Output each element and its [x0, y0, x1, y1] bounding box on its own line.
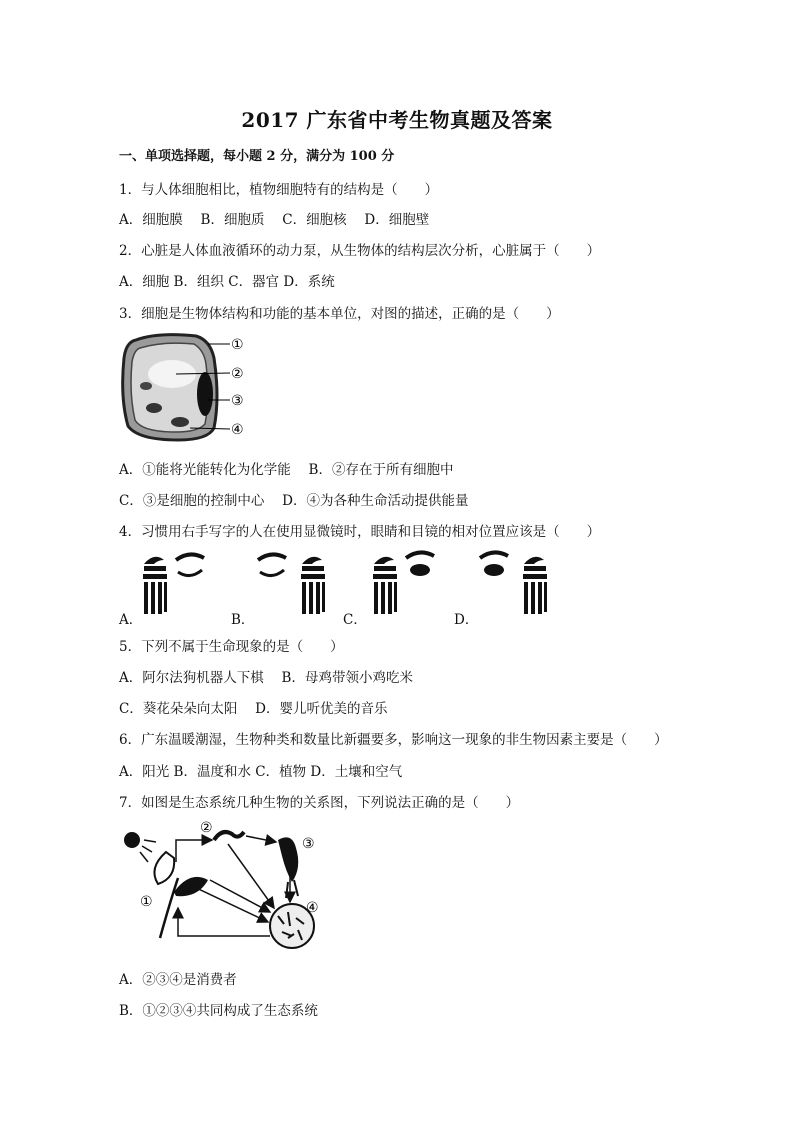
- section-heading: 一、单项选择题，每小题 2 分，满分为 100 分: [119, 149, 395, 164]
- question-6-stem: 6．广东温暖潮湿，生物种类和数量比新疆要多，影响这一现象的非生物因素主要是（ ）: [119, 732, 668, 748]
- option-d-figure: [480, 552, 547, 614]
- cell-label-1: ①: [231, 337, 244, 353]
- question-1-options: A．细胞膜 B．细胞质 C．细胞核 D．细胞壁: [119, 212, 430, 228]
- question-6-options: A．阳光 B．温度和水 C．植物 D．土壤和空气: [119, 764, 403, 780]
- option-b-figure: [258, 554, 325, 614]
- plant-cell-diagram: [118, 328, 258, 446]
- question-4-stem: 4．习惯用右手写字的人在使用显微镜时，眼睛和目镜的相对位置应该是（ ）: [119, 524, 601, 540]
- ecosystem-diagram: [118, 812, 328, 952]
- eco-label-4: ④: [306, 900, 319, 916]
- eco-label-1: ①: [140, 894, 153, 910]
- question-3-stem: 3．细胞是生物体结构和功能的基本单位，对图的描述，正确的是（ ）: [119, 306, 560, 322]
- eco-label-2: ②: [200, 820, 213, 836]
- page-title: 2017 广东省中考生物真题及答案: [241, 108, 553, 132]
- question-7-stem: 7．如图是生态系统几种生物的关系图，下列说法正确的是（ ）: [119, 795, 520, 811]
- question-7-option-a: A．②③④是消费者: [119, 972, 237, 988]
- option-c-letter: C．: [343, 612, 367, 628]
- question-5-options-cd: C．葵花朵朵向太阳 D．婴儿听优美的音乐: [119, 701, 388, 717]
- microscope-eye-options: [140, 550, 570, 616]
- question-5-stem: 5．下列不属于生命现象的是（ ）: [119, 639, 344, 655]
- question-1-stem: 1．与人体细胞相比，植物细胞特有的结构是（ ）: [119, 182, 439, 198]
- question-2-options: A．细胞 B．组织 C．器官 D．系统: [119, 274, 335, 290]
- cell-label-3: ③: [231, 393, 244, 409]
- option-d-letter: D．: [454, 612, 479, 628]
- question-3-options-cd: C．③是细胞的控制中心 D．④为各种生命活动提供能量: [119, 493, 469, 509]
- cell-label-2: ②: [231, 366, 244, 382]
- cell-label-4: ④: [231, 422, 244, 438]
- option-b-letter: B．: [231, 612, 255, 628]
- question-3-options-ab: A．①能将光能转化为化学能 B．②存在于所有细胞中: [119, 462, 454, 478]
- option-a-letter: A．: [119, 612, 143, 628]
- question-5-options-ab: A．阿尔法狗机器人下棋 B．母鸡带领小鸡吃米: [119, 670, 413, 686]
- eco-label-3: ③: [302, 836, 315, 852]
- question-7-option-b: B．①②③④共同构成了生态系统: [119, 1003, 318, 1019]
- option-c-figure: [373, 552, 434, 614]
- option-a-figure: [143, 554, 204, 614]
- question-2-stem: 2．心脏是人体血液循环的动力泵，从生物体的结构层次分析，心脏属于（ ）: [119, 243, 601, 259]
